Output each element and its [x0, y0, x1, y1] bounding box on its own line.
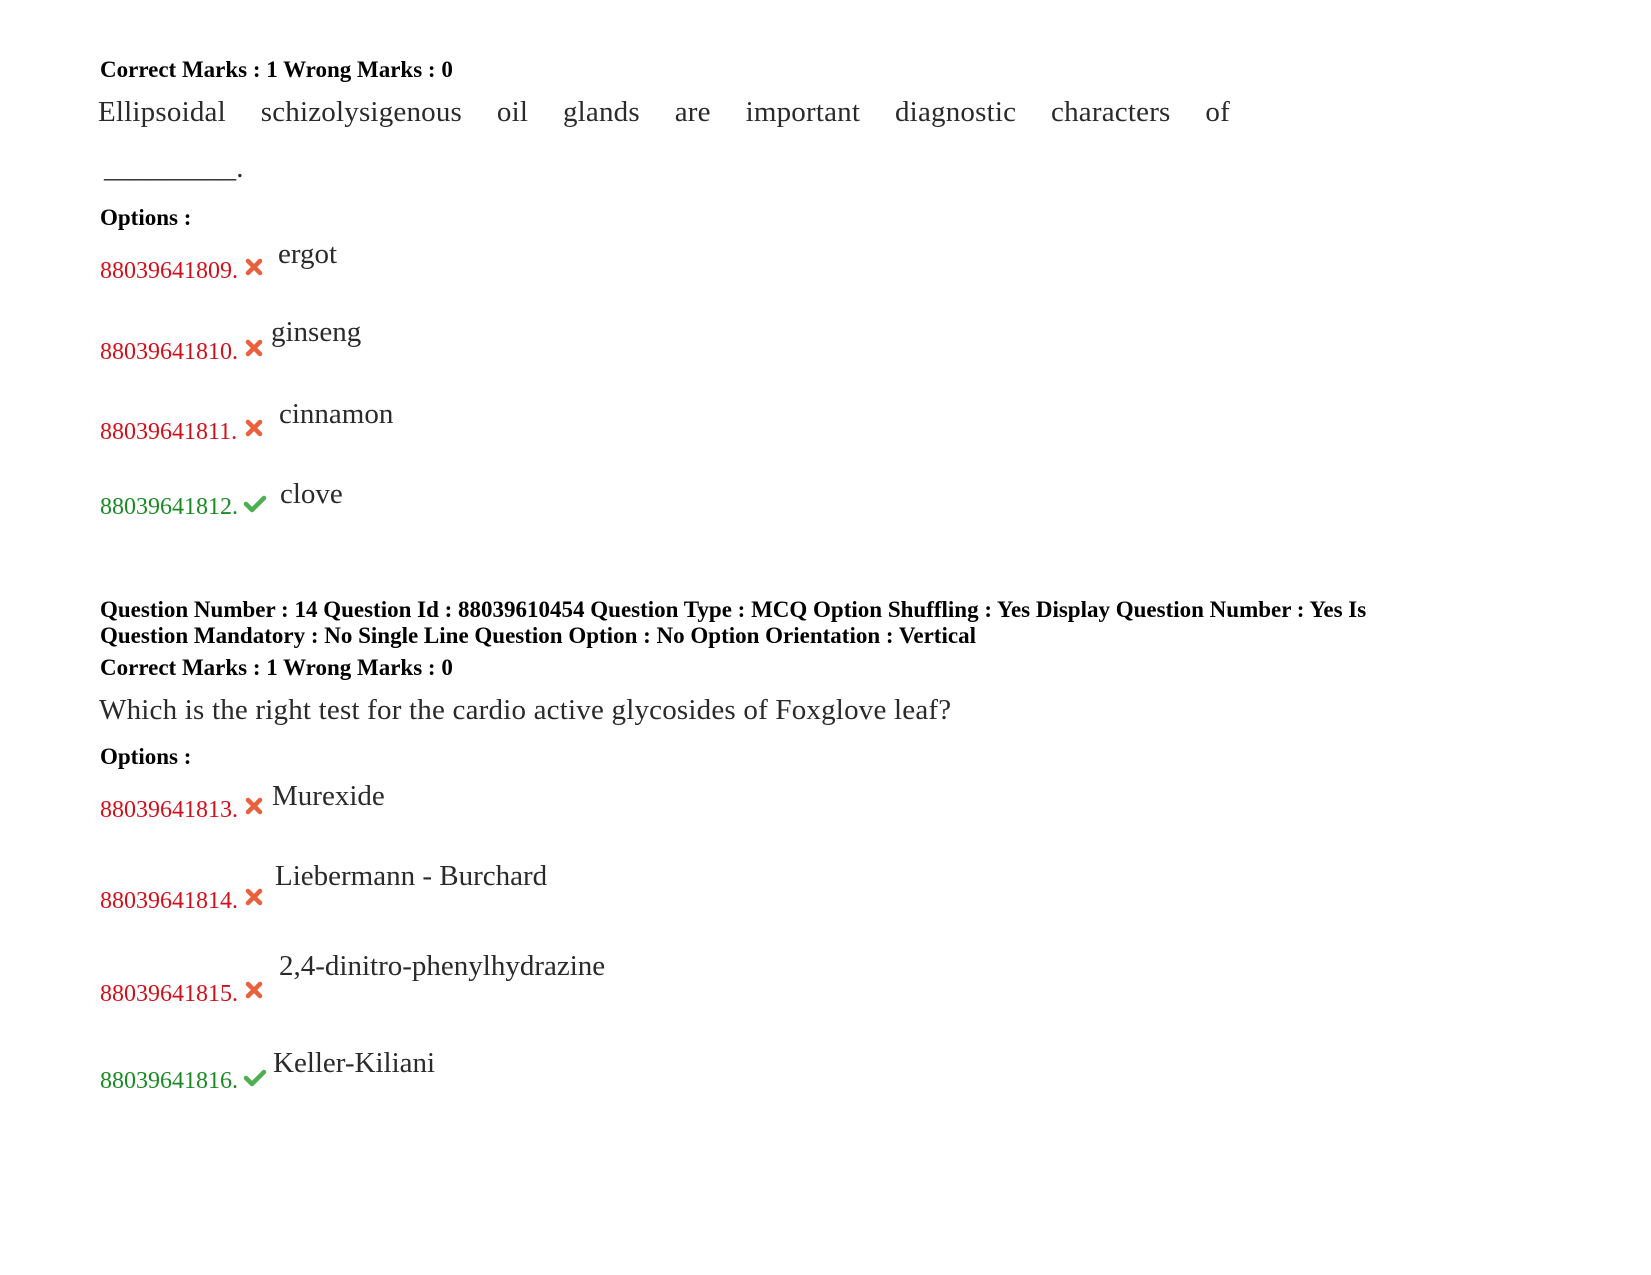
cross-icon: [244, 980, 264, 1000]
q14-marks: Correct Marks : 1 Wrong Marks : 0: [100, 655, 453, 680]
option-text: cinnamon: [279, 398, 394, 430]
cross-icon: [244, 796, 264, 816]
q13-stem-word: characters: [1051, 96, 1171, 128]
q13-stem-blank: _________.: [104, 152, 244, 184]
check-icon: [243, 1068, 267, 1088]
cross-icon: [244, 338, 264, 358]
q13-stem-word: oil: [496, 96, 529, 128]
option-id: 88039641811.: [100, 419, 238, 445]
q13-stem-word: are: [674, 96, 711, 128]
check-icon: [243, 494, 267, 514]
option-id: 88039641813.: [100, 797, 238, 823]
q14-stem: Which is the right test for the cardio active glycosides of Foxglove leaf?: [99, 694, 952, 726]
cross-icon: [244, 257, 264, 277]
q14-options-label: Options :: [100, 744, 192, 769]
option-id: 88039641809.: [100, 258, 238, 284]
option-text: Keller-Kiliani: [273, 1047, 436, 1079]
cross-icon: [244, 418, 264, 438]
q13-stem-word: glands: [562, 96, 640, 128]
option-text: clove: [280, 478, 343, 510]
q13-marks: Correct Marks : 1 Wrong Marks : 0: [100, 57, 453, 82]
option-id: 88039641815.: [100, 981, 238, 1007]
option-text: ergot: [278, 238, 338, 270]
q13-stem-word: schizolysigenous: [260, 96, 463, 128]
q13-options-label: Options :: [100, 205, 192, 230]
q14-header-line2: Question Mandatory : No Single Line Question Option : No Option Orientation : Vertical: [100, 623, 976, 648]
cross-icon: [244, 887, 264, 907]
option-id: 88039641814.: [100, 888, 238, 914]
q13-stem: [98, 96, 1230, 129]
option-text: Murexide: [272, 780, 385, 812]
option-text: 2,4-dinitro-phenylhydrazine: [279, 950, 606, 982]
q13-stem-word: of: [1205, 96, 1230, 128]
option-text: Liebermann - Burchard: [275, 860, 548, 892]
q13-stem-word: important: [745, 96, 861, 128]
option-id: 88039641816.: [100, 1068, 238, 1094]
q13-stem-word: Ellipsoidal: [98, 96, 226, 128]
q13-stem-word: diagnostic: [894, 96, 1017, 128]
q14-header-line1: Question Number : 14 Question Id : 88039610454 Question Type : MCQ Option Shuffling : Yes Display Question Number : Yes Is: [100, 597, 1367, 622]
option-id: 88039641812.: [100, 494, 238, 520]
option-text: ginseng: [271, 316, 362, 348]
option-id: 88039641810.: [100, 339, 238, 365]
